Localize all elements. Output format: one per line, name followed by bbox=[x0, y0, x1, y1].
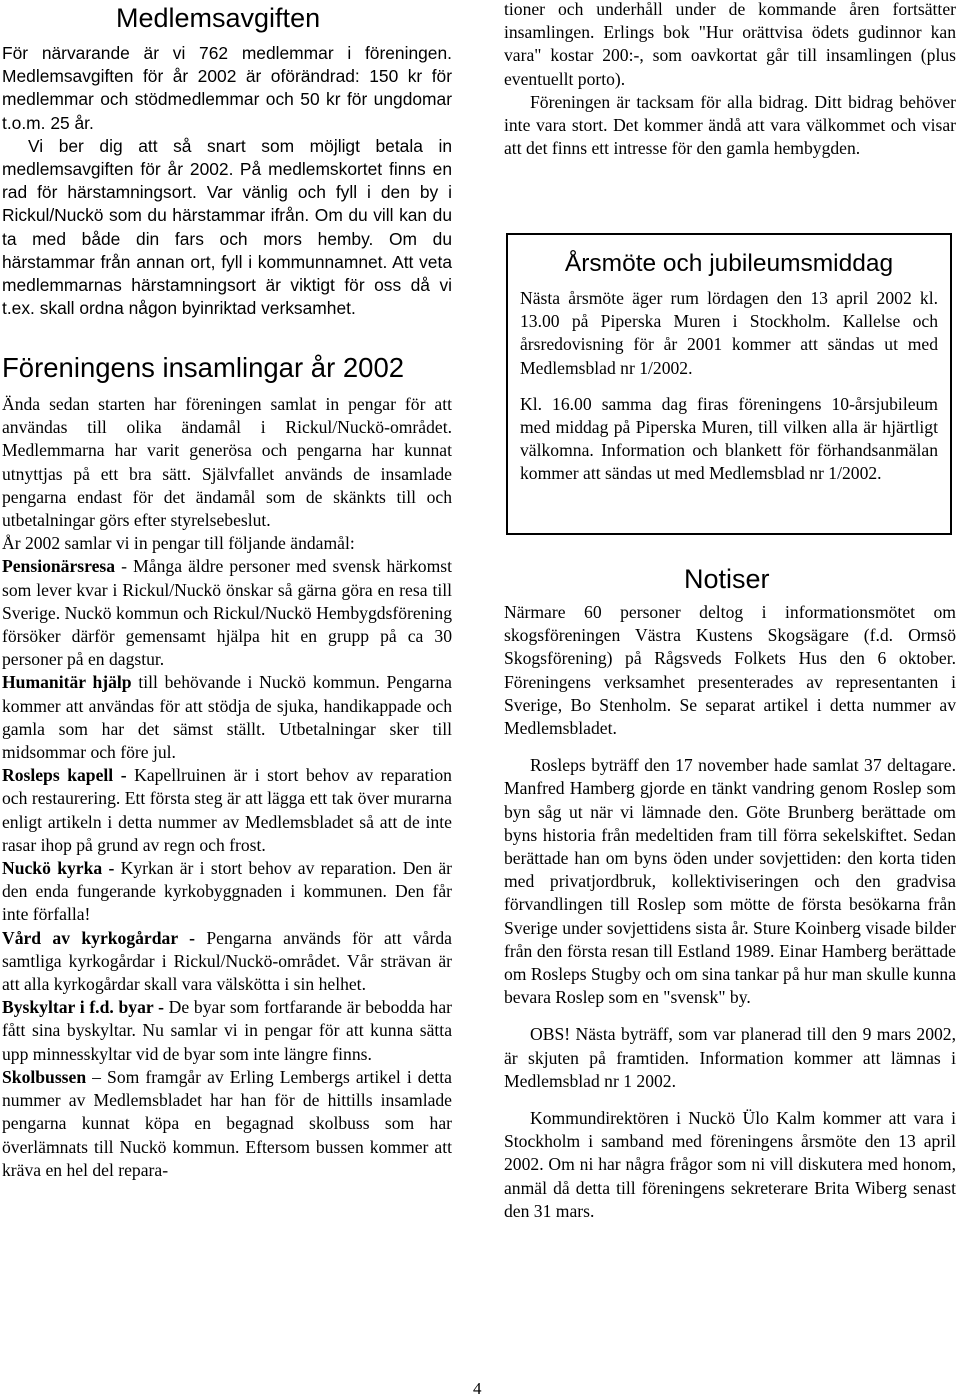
jubilee-dinner-text: Kl. 16.00 samma dag firas föreningens 10-årsjubileum med middag på Piperska Muren, till vilken alla är hjärtligt välkomna. Information och blankett för förhandsanmälan kommer att sändas ut med Medlemsblad nr 1/2002. bbox=[520, 393, 938, 484]
membership-payment-request bbox=[2, 135, 452, 321]
collection-item-label: Humanitär hjälp bbox=[2, 672, 132, 693]
page-number: 4 bbox=[473, 1379, 482, 1398]
notice-next-meeting: OBS! Nästa byträff, som var planerad till den 9 mars 2002, är skjuten på framtiden. Information kommer att lämnas i Medlemsblad nr 1 2002. bbox=[504, 1024, 956, 1091]
collection-item-text: De byar som fortfarande är bebodda har fått sina byskyltar. Nu samlar vi in pengar för att kunna sätta upp minnesskyltar vid de byar som inte längre finns. bbox=[2, 997, 452, 1064]
notice-municipal-director: Kommundirektören i Nuckö Ülo Kalm kommer att vara i Stockholm i samband med föreningens årsmöte den 13 april 2002. Om ni har några frågor som ni vill diskutera med honom, anmäl då detta till föreningens sekreterare Brita Wiberg senast den 31 mars. bbox=[504, 1108, 956, 1221]
membership-origin-text: På medlemskortet finns en rad för härstamningsort. Var vänlig och fyll i den by i Rickul/Nuckö som du härstammar ifrån. Om du vill kan du ta med både din fars och mors hemby. Om du härstammar från annan ort, fyll i kommunnamnet. Att veta medlemmarnas härstamningsort är viktigt för oss då vi t.ex. skall ordna någon byinriktad verksamhet. bbox=[2, 159, 452, 319]
collection-item-text: – Som framgår av Erling Lembergs artikel i detta nummer av Medlemsbladet har han för de hittills insamlade pengarna kunnat köpa en begagnad skolbuss som har överlämnats till Nuckö kommun. Eftersom bussen kommer att kräva en hel del repara- bbox=[2, 1066, 452, 1180]
collection-item-text: till behövande i Nuckö kommun. Pengarna kommer att användas för att stödja de sjuka, handikappade och gamla som har det sämst ställt. Utbetalningar sker till midsommar och före jul. bbox=[2, 672, 452, 763]
notice-roslep-meeting: Rosleps byträff den 17 november hade samlat 37 deltagare. Manfred Hamberg gjorde en tänkt vandring genom Roslep som byn såg ut när vi lämnade den. Göte Brunberg berättade om byns historia från medeltiden fram till förra sekelskiftet. Sedan berättade han om byns öden under sovjettiden: den korta tiden med privatjordbruk, kollektiviseringen och den gradvisa förvandlingen till Roslep som mötte de första besökarna från Sverige under sovjettidens sista år. Sture Koinberg visade bilder från den första resan till Estland 1989. Einar Hamberg berättade om Rosleps Stugby och om sina tankar på hur man skulle kunna bevara Roslep som en "svensk" by. bbox=[504, 755, 956, 1008]
collection-item-label: Vård av kyrkogårdar - bbox=[2, 927, 196, 948]
collections-continuation bbox=[504, 0, 956, 160]
annual-meeting-text: Nästa årsmöte äger rum lördagen den 13 april 2002 kl. 13.00 på Piperska Muren i Stockholm. Kallelse och årsredovisning för år 2001 kommer att sändas ut med Medlemsblad nr 1/2002. bbox=[520, 288, 938, 378]
collection-item bbox=[2, 857, 452, 927]
collection-item-label: Rosleps kapell - bbox=[2, 765, 127, 786]
collections-list bbox=[2, 555, 452, 1181]
collection-item bbox=[2, 996, 452, 1066]
collection-item-label: Nuckö kyrka - bbox=[2, 858, 115, 879]
collection-item bbox=[2, 764, 452, 857]
collection-item bbox=[2, 1066, 452, 1182]
membership-fee-heading: Medlemsavgiften bbox=[116, 3, 321, 33]
collections-heading: Föreningens insamlingar år 2002 bbox=[2, 352, 405, 383]
collections-continuation-text: tioner och underhåll under de kommande åren fortsätter insamlingen. Erlings bok "Hur orättvisa ödets gudinnor kan vara" kostar 200:-, som oavkortat går till insamlingen (plus eventuellt porto). bbox=[504, 0, 956, 89]
notices-section bbox=[504, 601, 956, 1223]
notices-heading: Notiser bbox=[684, 564, 770, 594]
membership-section bbox=[2, 42, 452, 320]
collections-section bbox=[2, 393, 452, 1182]
annual-meeting-heading: Årsmöte och jubileumsmiddag bbox=[564, 250, 894, 277]
collection-item bbox=[2, 555, 452, 671]
collection-item-label: Byskyltar i f.d. byar - bbox=[2, 997, 164, 1018]
collection-item-text: Kapellruinen är i stort behov av reparation och restaurering. Ett första steg är att lägga ett tak över murarna enligt artikeln i detta nummer av Medlemsbladet så att de inte rasar ihop på grund av regn och frost. bbox=[2, 765, 452, 855]
membership-intro: För närvarande är vi 762 medlemmar i föreningen. Medlemsavgiften för år 2002 är oförändrad: 150 kr för medlemmar och stödmedlemmar och 50 kr för ungdomar t.o.m. 25 år. bbox=[2, 43, 452, 133]
annual-meeting-box bbox=[506, 233, 952, 535]
contributions-text: Föreningen är tacksam för alla bidrag. Ditt bidrag behöver inte vara stort. Det kommer ändå att vara välkommet och visar att det finns ett intresse för den gamla hembygden. bbox=[504, 91, 956, 159]
collection-item-text: Pengarna används för att vårda samtliga kyrkogårdar i Rickul/Nuckö-området. Vår strävan är att alla kyrkogårdar skall vara välskötta i sin helhet. bbox=[2, 927, 452, 995]
collection-item-text: - Många äldre personer med svensk härkomst som lever kvar i Rickul/Nuckö önskar så gärna göra en resa till Sverige. Nuckö kommun och Rickul/Nuckö Hembygdsförening försöker därför gemensamt hjälpa hit en grupp på ca 30 personer på en dagstur. bbox=[2, 556, 452, 670]
collection-item-label: Skolbussen bbox=[2, 1066, 87, 1087]
collection-item bbox=[2, 927, 452, 997]
collections-intro: Ända sedan starten har föreningen samlat in pengar för att användas till olika ändamål i Rickul/Nuckö-området. Medlemmarna har varit generösa och pengarna har kunnat utnyttjas på ett bra sätt. Självfallet används de insamlade pengarna endast för det ändamål som de skänkts till och utbetalningar görs efter styrelsebeslut. bbox=[2, 394, 452, 531]
collections-2002: År 2002 samlar vi in pengar till följande ändamål: bbox=[2, 533, 355, 554]
membership-payment-request-text: Vi ber dig att så snart som möjligt betala in medlemsavgiften för år 2002. bbox=[2, 135, 452, 180]
collection-item bbox=[2, 671, 452, 764]
collection-item-text: Kyrkan är i stort behov av reparation. Den är den enda fungerande kyrkobyggnaden i kommunen. Den får inte förfalla! bbox=[2, 858, 452, 925]
collection-item-label: Pensionärsresa bbox=[2, 556, 116, 577]
notice-forestry-meeting: Närmare 60 personer deltog i informationsmötet om skogsföreningen Västra Kustens Skogsägare (f.d. Ormsö Skogsförening) på Rågsveds Folkets Hus den 6 oktober. Föreningens verksamhet presenterades av representanten i Sverige, Bo Stenholm. Se separat artikel i detta nummer av Medlemsbladet. bbox=[504, 602, 956, 739]
